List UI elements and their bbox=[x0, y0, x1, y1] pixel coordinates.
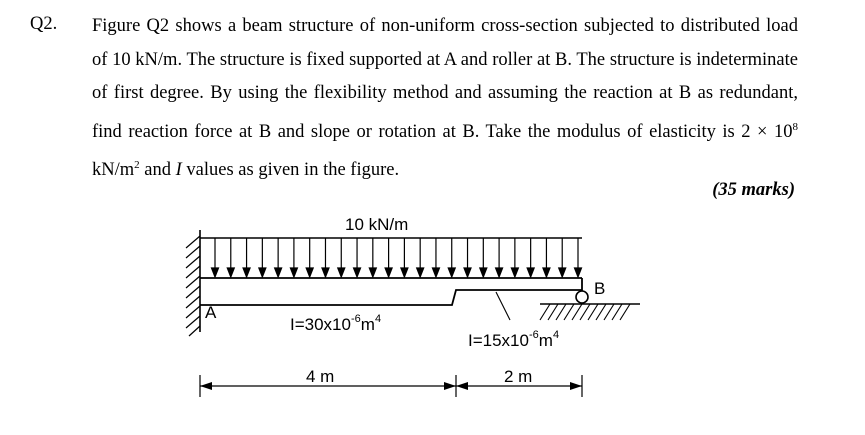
inertia-symbol: I bbox=[175, 160, 182, 181]
inertia-label-left: $I=30x10^{-6}m^4$ bbox=[290, 313, 382, 334]
load-arrow-head bbox=[338, 268, 345, 277]
modulus-unit-exponent: 2 bbox=[134, 159, 140, 172]
load-arrow-head bbox=[227, 268, 234, 277]
question-ending: values as given in the figure. bbox=[181, 160, 400, 181]
load-arrow-head bbox=[527, 268, 534, 277]
load-arrow-head bbox=[243, 268, 250, 277]
load-arrow-head bbox=[432, 268, 439, 277]
load-arrow-head bbox=[417, 268, 424, 277]
load-arrow-head bbox=[448, 268, 455, 277]
load-arrow-head bbox=[511, 268, 518, 277]
fixed-support-a bbox=[186, 230, 200, 336]
question-body: Figure Q2 shows a beam structure of non-uniform cross-section subjected to distributed load of 10 kN/m. The structure is fixed supported at A and roller at B. The structure is indeterminate of first degree. By using the flexibility method and assuming the reaction at B as redundant, find reaction force at B and slope or rotation at B. Take the modulus of elasticity is 2 × 10 bbox=[92, 16, 798, 142]
load-arrow-head bbox=[369, 268, 376, 277]
load-arrow-head bbox=[575, 268, 582, 277]
load-arrow-head bbox=[385, 268, 392, 277]
load-arrow-head bbox=[480, 268, 487, 277]
beam bbox=[200, 278, 582, 305]
load-arrow-head bbox=[306, 268, 313, 277]
roller-support-b bbox=[540, 291, 640, 320]
load-arrow-head bbox=[212, 268, 219, 277]
inertia-label-right: $I=15x10^{-6}m^4$ bbox=[468, 329, 560, 350]
inertia-leader-line bbox=[496, 292, 510, 320]
load-label: 10 kN/m bbox=[345, 215, 409, 234]
load-arrow-head bbox=[496, 268, 503, 277]
dimension-left-label: 4 m bbox=[306, 367, 335, 386]
question-number: Q2. bbox=[30, 14, 58, 34]
question-and: and bbox=[139, 160, 176, 181]
load-arrow-head bbox=[401, 268, 408, 277]
load-arrow-head bbox=[543, 268, 550, 277]
load-arrow-head bbox=[290, 268, 297, 277]
load-arrow-head bbox=[464, 268, 471, 277]
load-arrow-head bbox=[354, 268, 361, 277]
marks-label: (35 marks) bbox=[712, 180, 795, 200]
load-arrow-head bbox=[259, 268, 266, 277]
modulus-unit: kN/m bbox=[92, 160, 135, 181]
load-arrow-head bbox=[275, 268, 282, 277]
dimension-right-label: 2 m bbox=[504, 367, 533, 386]
load-arrow-head bbox=[322, 268, 329, 277]
load-arrow-head bbox=[559, 268, 566, 277]
modulus-exponent: 8 bbox=[792, 120, 798, 133]
support-b-label: B bbox=[594, 279, 606, 298]
support-a-label: A bbox=[205, 303, 217, 322]
distributed-load bbox=[200, 238, 582, 277]
